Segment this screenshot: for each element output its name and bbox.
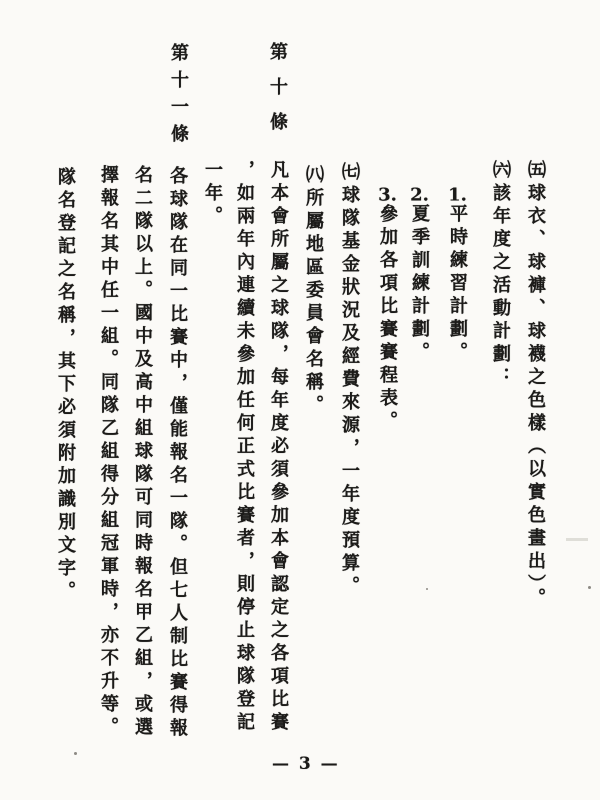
article-10-line-3: 一年。 — [202, 160, 223, 229]
scan-smudge — [566, 538, 588, 541]
list-number: 2. — [410, 186, 429, 204]
list-number: 1. — [448, 186, 467, 204]
training-plan-item-1 — [446, 186, 468, 365]
article-10-line-2: ，如兩年內連續未參加任何正式比賽者，則停止球隊登記 — [234, 160, 255, 735]
scan-speck — [426, 588, 428, 590]
article-11-line-3: 擇報名其中任一組。同隊乙組得分組冠軍時，亦不升等。 — [98, 165, 119, 740]
page-number: — 3 — — [272, 754, 340, 774]
list-text: 參加各項比賽賽程表。 — [377, 204, 398, 434]
clause-item-6: ㈥該年度之活動計劃： — [490, 160, 511, 390]
article-11-heading: 第十一條 — [168, 43, 189, 151]
article-11-line-4: 隊名登記之名稱，其下必須附加識別文字。 — [55, 167, 76, 604]
training-plan-item-3 — [376, 186, 398, 434]
article-11-line-1: 各球隊在同一比賽中，僅能報名一隊。但七人制比賽得報 — [167, 166, 188, 741]
clause-item-8: ㈧所屬地區委員會名稱。 — [303, 165, 324, 418]
scan-speck — [588, 586, 591, 589]
article-11-line-2: 名二隊以上。國中及高中組球隊可同時報名甲乙組，或選 — [132, 165, 153, 740]
list-text: 平時練習計劃。 — [447, 204, 468, 365]
list-text: 夏季訓練計劃。 — [409, 204, 430, 365]
clause-item-5: ㈤球衣、球褲、球襪之色樣（以實色畫出）。 — [525, 160, 546, 611]
clause-item-7: ㈦球隊基金狀況及經費來源，一年度預算。 — [339, 162, 360, 599]
scan-speck — [74, 752, 77, 755]
article-10-heading: 第十條 — [267, 42, 288, 147]
list-number: 3. — [378, 186, 397, 204]
training-plan-item-2 — [408, 186, 430, 365]
article-10-line-1: 凡本會所屬之球隊，每年度必須參加本會認定之各項比賽 — [268, 160, 289, 735]
